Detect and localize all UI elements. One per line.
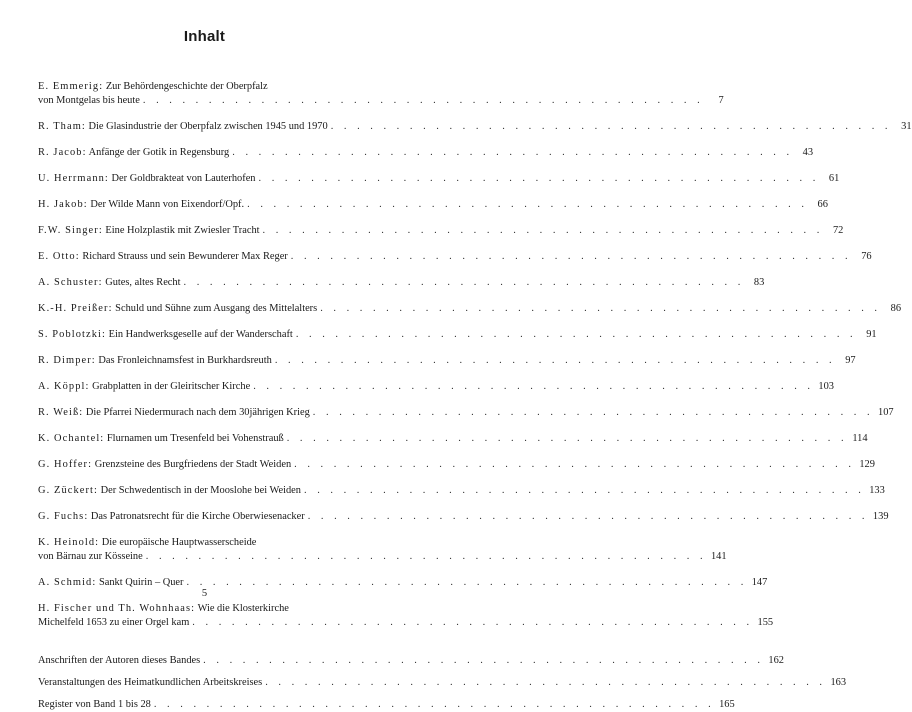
toc-entry-text (38, 380, 250, 394)
toc-title: von Bärnau zur Kösseine (38, 551, 143, 562)
toc-entry-text (38, 302, 317, 316)
page-number: 5 (201, 588, 208, 599)
toc-entry (38, 80, 724, 108)
toc-entry-text (38, 536, 256, 550)
toc-leader-dots: . . . . . . . . . . . . . . . . . . . . . . . . . . . . . . . . . . . . . . . . . . . (262, 225, 824, 236)
toc-entry (38, 120, 912, 134)
toc-entry (38, 172, 840, 186)
toc-title: Der Schwedentisch in der Mooslohe bei Weiden (100, 485, 301, 496)
toc-author: K. Ochantel: (38, 433, 105, 444)
toc-entry-text (38, 276, 181, 290)
toc-entry (38, 406, 894, 420)
toc-page-number: 165 (719, 699, 735, 710)
toc-author: U. Herrmann: (38, 173, 109, 184)
toc-entry-last-line (38, 120, 912, 134)
toc-page-number: 61 (828, 173, 840, 184)
toc-page-number: 91 (866, 329, 877, 340)
toc-title: von Montgelas bis heute (38, 95, 140, 106)
toc-entry-last-line (38, 676, 847, 690)
toc-author: S. Poblotzki: (38, 329, 106, 340)
toc-leader-dots: . . . . . . . . . . . . . . . . . . . . . . . . . . . . . . . . . . . . . . . . . . . (192, 617, 754, 628)
toc-author: G. Fuchs: (38, 511, 89, 522)
toc-leader-dots: . . . . . . . . . . . . . . . . . . . . . . . . . . . . . . . . . . . . . . . . . . . (247, 199, 808, 210)
toc-leader-dots: . . . . . . . . . . . . . . . . . . . . . . . . . . . . . . . . . . . . . . . . . . . (153, 699, 715, 710)
toc-page-number: 7 (718, 95, 724, 106)
toc-entry-last-line (38, 432, 868, 446)
toc-entry-last-line (38, 654, 784, 668)
toc-entry-text (38, 458, 291, 472)
toc-author: G. Zückert: (38, 485, 98, 496)
toc-entry (38, 536, 727, 564)
toc-leader-dots: . . . . . . . . . . . . . . . . . . . . . . . . . . . . . . . . . . . . . . . . . . . (232, 147, 794, 158)
toc-title: Grabplatten in der Gleiritscher Kirche (92, 381, 251, 392)
toc-page-number: 43 (802, 147, 814, 158)
toc-entry (38, 328, 877, 342)
toc-page-number: 107 (878, 407, 894, 418)
toc-page-number: 66 (817, 199, 828, 210)
toc-entry (38, 250, 872, 264)
toc-author: R. Jacob: (38, 147, 87, 158)
toc-entry-last-line (38, 616, 774, 630)
toc-entry-last-line (38, 328, 877, 342)
toc-entry-text (38, 198, 244, 212)
toc-title: Flurnamen um Tresenfeld bei Vohenstrauß (106, 433, 284, 444)
toc-entry (38, 380, 834, 394)
toc-author: A. Schuster: (38, 277, 103, 288)
toc-leader-dots: . . . . . . . . . . . . . . . . . . . . . . . . . . . . . . . . . . . . . . . . . . . (253, 381, 814, 392)
toc-page-number: 133 (869, 485, 885, 496)
toc-page-number: 72 (832, 225, 844, 236)
toc-leader-dots: . . . . . . . . . . . . . . . . . . . . . . . . . . . . . . . . . . . . . . . . . . . (307, 511, 869, 522)
toc-page-number: 129 (859, 459, 875, 470)
toc-entry-last-line (38, 146, 814, 160)
toc-entry (38, 146, 814, 160)
toc-entry (38, 432, 868, 446)
toc-page-number: 155 (757, 617, 774, 628)
toc-entry-text (38, 80, 268, 94)
toc-title: Die Pfarrei Niedermurach nach dem 30jährigen Krieg (85, 407, 310, 418)
toc-leader-dots: . . . . . . . . . . . . . . . . . . . . . . . . . . . . . . . . . . . . . . . . . . . (265, 677, 827, 688)
toc-entry-last-line (38, 224, 844, 238)
toc-entry-text (38, 698, 151, 712)
toc-page-number: 76 (861, 251, 872, 262)
toc-leader-dots: . . . . . . . . . . . . . . . . . . . . . . . . . . . . . . . . . . . . . . . . . . . (258, 173, 820, 184)
toc-entry (38, 484, 885, 498)
toc-title: Das Patronatsrecht für die Kirche Oberwiesenacker (90, 511, 305, 522)
toc-title: Michelfeld 1653 zu einer Orgel kam (38, 617, 190, 628)
toc-author: R. Weiß: (38, 407, 84, 418)
toc-entry-text (38, 172, 256, 186)
toc-entry (38, 510, 889, 524)
toc-entry-last-line (38, 198, 828, 212)
toc-author: K.-H. Preißer: (38, 303, 113, 314)
toc-page-number: 163 (830, 677, 847, 688)
toc-leader-dots: . . . . . . . . . . . . . . . . . . . . . . . . . . . . . . . . . . . . . . . . . . . (145, 551, 707, 562)
toc-entry (38, 602, 774, 630)
toc-title: Zur Behördengeschichte der Oberpfalz (105, 81, 268, 92)
toc-entry-text (38, 354, 272, 368)
toc-entry (38, 354, 856, 368)
toc-title: Wie die Klosterkirche (197, 603, 289, 614)
toc-entry-text (38, 484, 301, 498)
toc-entry-text (38, 406, 310, 420)
toc-leader-dots: . . . . . . . . . . . . . . . . . . . . . . . . . . . . . . . . . . . . . . . . . . . (286, 433, 848, 444)
toc-entry (38, 224, 844, 238)
toc-entry-text (38, 224, 260, 238)
toc-leader-dots: . . . . . . . . . . . . . . . . . . . . . . . . . . . . . . . . . . . . . . . . . . . (330, 121, 892, 132)
toc-page-number: 86 (890, 303, 902, 314)
toc-entry-last-line (38, 172, 840, 186)
toc-page-number: 162 (768, 655, 784, 666)
toc-author: F.W. Singer: (38, 225, 103, 236)
toc-entry (38, 654, 784, 668)
toc-entry-text (38, 328, 293, 342)
toc-page-number: 147 (751, 577, 768, 588)
toc-title: Richard Strauss und sein Bewunderer Max Reger (82, 251, 288, 262)
toc-leader-dots: . . . . . . . . . . . . . . . . . . . . . . . . . . . . . . . . . . . . . . . . . . . (320, 303, 882, 314)
toc-leader-dots: . . . . . . . . . . . . . . . . . . . . . . . . . . . . . . . . . . . . . . . . . . . (183, 277, 745, 288)
toc-title: Anschriften der Autoren dieses Bandes (38, 655, 201, 666)
toc-entry-text (38, 120, 328, 134)
toc-entry-last-line (38, 302, 902, 316)
toc-entry-line (38, 602, 377, 616)
toc-title: Veranstaltungen des Heimatkundlichen Arbeitskreises (38, 677, 263, 688)
toc-entry (38, 302, 902, 316)
toc-entry-last-line (38, 354, 856, 368)
toc-entry (38, 458, 875, 472)
toc-author: K. Heinold: (38, 537, 100, 548)
toc-page-number: 139 (872, 511, 889, 522)
toc-entry-last-line (38, 698, 735, 712)
toc-entry (38, 698, 735, 712)
toc-entry (38, 198, 828, 212)
toc-author: H. Fischer und Th. Wohnhaas: (38, 603, 196, 614)
toc-author: R. Tham: (38, 121, 86, 132)
toc-leader-dots: . . . . . . . . . . . . . . . . . . . . . . . . . . . . . . . . . . . . . . . . . . . (304, 485, 865, 496)
toc-entry-last-line (38, 510, 889, 524)
toc-leader-dots: . . . . . . . . . . . . . . . . . . . . . . . . . . . . . . . . . . . . . . . . . . . (312, 407, 874, 418)
toc-entry-last-line (38, 380, 834, 394)
toc-leader-dots: . . . . . . . . . . . . . . . . . . . . . . . . . . . . . . . . . . . . . . . . . . . (294, 459, 855, 470)
toc-leader-dots: . . . . . . . . . . . . . . . . . . . . . . . . . . . . . . . . . . . . . . . . . . . (290, 251, 852, 262)
toc-title: Der Goldbrakteat von Lauterhofen (111, 173, 256, 184)
toc-entry-last-line (38, 406, 894, 420)
toc-entry-last-line (38, 484, 885, 498)
toc-title: Schuld und Sühne zum Ausgang des Mittelalters (115, 303, 318, 314)
toc-title: Register von Band 1 bis 28 (38, 699, 151, 710)
toc-leader-dots: . . . . . . . . . . . . . . . . . . . . . . . . . . . . . . . . . . . . . . . . . . . (142, 95, 704, 106)
toc-title: Eine Holzplastik mit Zwiesler Tracht (105, 225, 260, 236)
toc-entry-last-line (38, 458, 875, 472)
toc-entry-text (38, 432, 284, 446)
toc-entry-text (38, 616, 189, 630)
toc-entry (38, 676, 847, 690)
toc-leader-dots: . . . . . . . . . . . . . . . . . . . . . . . . . . . . . . . . . . . . . . . . . . . (203, 655, 764, 666)
toc-entry-text (38, 250, 288, 264)
toc-title: Anfänge der Gotik in Regensburg (88, 147, 230, 158)
toc-author: A. Schmid: (38, 577, 97, 588)
toc-entry-text (38, 146, 229, 160)
toc-leader-dots: . . . . . . . . . . . . . . . . . . . . . . . . . . . . . . . . . . . . . . . . . . . (295, 329, 857, 340)
toc-entry-text (38, 510, 305, 524)
toc-entry-text (38, 550, 143, 564)
toc-entry-last-line (38, 94, 724, 108)
toc-page-number: 103 (818, 381, 834, 392)
toc-entry (38, 276, 765, 290)
toc-author: H. Jakob: (38, 199, 88, 210)
toc-author: A. Köppl: (38, 381, 90, 392)
toc-entry-last-line (38, 550, 727, 564)
toc-title: Das Fronleichnamsfest in Burkhardsreuth (98, 355, 272, 366)
toc-title: Die Glasindustrie der Oberpfalz zwischen 1945 und 1970 (88, 121, 328, 132)
toc-entry-last-line (38, 250, 872, 264)
toc-title: Ein Handwerksgeselle auf der Wanderschaft (108, 329, 293, 340)
toc-entry-text (38, 94, 140, 108)
table-of-contents (38, 80, 912, 712)
toc-page-number: 83 (753, 277, 765, 288)
toc-entry-last-line (38, 276, 765, 290)
toc-entry-line (38, 536, 377, 550)
toc-entry-text (38, 676, 262, 690)
toc-page-number: 31 (901, 121, 912, 132)
toc-entry-text (38, 654, 200, 668)
page-title: Inhalt (183, 28, 226, 45)
toc-author: E. Otto: (38, 251, 80, 262)
toc-page-number: 114 (852, 433, 868, 444)
toc-title: Grenzsteine des Burgfriedens der Stadt Weiden (94, 459, 292, 470)
toc-entry-text (38, 602, 289, 616)
toc-page-number: 141 (710, 551, 727, 562)
toc-leader-dots: . . . . . . . . . . . . . . . . . . . . . . . . . . . . . . . . . . . . . . . . . . . (186, 577, 748, 588)
toc-page-number: 97 (845, 355, 856, 366)
toc-title: Gutes, altes Recht (105, 277, 181, 288)
toc-title: Der Wilde Mann von Eixendorf/Opf. (90, 199, 245, 210)
toc-title: Sankt Quirin – Quer (98, 577, 184, 588)
toc-title: Die europäische Hauptwasserscheide (101, 537, 257, 548)
toc-leader-dots: . . . . . . . . . . . . . . . . . . . . . . . . . . . . . . . . . . . . . . . . . . . (274, 355, 836, 366)
toc-author: R. Dimper: (38, 355, 96, 366)
toc-author: G. Hoffer: (38, 459, 93, 470)
toc-author: E. Emmerig: (38, 81, 104, 92)
toc-entry-line (38, 80, 377, 94)
